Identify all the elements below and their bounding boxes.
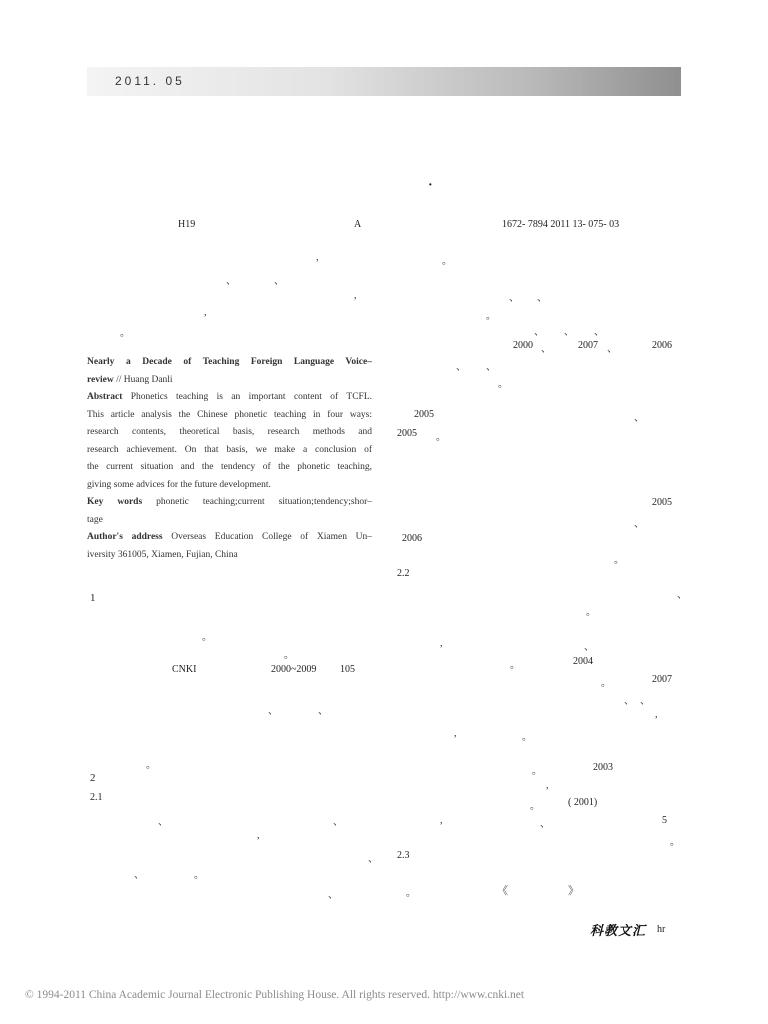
punct: 、 [564,327,574,338]
punct: 、 [594,327,604,338]
abstract-label: Abstract [87,392,123,402]
cnki-label: CNKI [172,664,197,675]
keywords-line: tage [87,514,103,525]
abstract-line: the current situation and the tendency of the phonetic teaching, [87,462,372,472]
year: 2007 [652,674,672,685]
punct: 。 [194,870,204,881]
article-count: 105 [340,664,355,675]
punct: , [440,815,443,826]
abstract-line: Abstract Phonetics teaching is an important content of TCFL. [87,392,372,402]
punct: 、 [158,817,168,828]
punct: 。 [486,311,496,322]
punct: 、 [624,696,634,707]
year: 2003 [593,762,613,773]
address-label: Author's address [87,532,163,542]
punct: , [546,780,549,791]
doc-code: A [354,219,362,230]
punct: 。 [498,379,508,390]
punct: 、 [540,819,550,830]
header-bar [87,67,681,96]
punct: 、 [486,362,496,373]
year: 2006 [652,340,672,351]
punct: 、 [534,327,544,338]
english-abstract [87,354,372,564]
number: 5 [662,815,667,826]
punct: 。 [522,732,532,743]
punct: , [257,830,260,841]
punct: 、 [268,706,278,717]
article-id: 1672- 7894 2011 13- 075- 03 [502,219,620,230]
punct: 。 [510,660,520,671]
year: 2005 [652,497,672,508]
section-1-heading: 1 [90,592,96,604]
hr-mark: hr [657,924,666,935]
punct: 、 [318,706,328,717]
class-code: H19 [178,219,196,230]
punct: 、 [537,293,547,304]
section-2-1-heading: 2.1 [90,792,103,803]
punct: 。 [670,837,680,848]
copyright-footer: © 1994-2011 China Academic Journal Electronic Publishing House. All rights reserved. http://www.cnki.net [25,989,525,1001]
punct: 、 [640,696,650,707]
issue-date: 2011. 05 [115,74,185,88]
book-title-close: 》 [568,885,579,897]
keywords-line: Key words phonetic teaching;current situation;tendency;shor– [87,497,372,507]
book-title-open: 《 [497,885,508,897]
punct: , [354,290,357,301]
punct: 、 [584,642,594,653]
punct: , [655,709,658,720]
address-line: iversity 361005, Xiamen, Fujian, China [87,549,238,560]
section-2-3-heading: 2.3 [397,850,410,861]
punct: 、 [456,362,466,373]
section-2-2-heading: 2.2 [397,568,410,579]
punct: 、 [509,293,519,304]
punct: 。 [586,607,596,618]
punct: 。 [406,888,416,899]
year: 2004 [573,656,593,667]
year-range: 2000~2009 [271,664,317,675]
author-name: // Huang Danli [113,374,173,385]
punct: 。 [146,760,156,771]
abstract-line: research achievement. On that basis, we make a conclusion of [87,444,372,455]
section-2-heading: 2 [90,772,96,784]
punct: 。 [120,328,130,339]
punct: 、 [226,276,236,287]
year: 2006 [402,533,422,544]
year: 2005 [414,409,434,420]
title-dot: · [428,178,433,193]
abstract-title: Nearly a Decade of Teaching Foreign Language Voice– [87,357,372,367]
punct: 、 [274,276,284,287]
punct: , [204,307,207,318]
punct: 、 [677,590,687,601]
year: 2000 [513,340,533,351]
punct: 、 [333,817,343,828]
punct: 。 [530,801,540,812]
address-line: Author's address Overseas Education College of Xiamen Un– [87,532,372,542]
punct: 、 [634,519,644,530]
punct: 。 [532,766,542,777]
punct: 。 [436,432,446,443]
punct: 、 [634,413,644,424]
punct: 、 [328,890,338,901]
punct: , [440,638,443,649]
punct: 。 [442,256,452,267]
punct: , [316,252,319,263]
journal-logo: 科教文汇 [590,923,647,938]
punct: 。 [601,678,611,689]
punct: 。 [202,632,212,643]
abstract-author-line [87,372,372,390]
year: 2007 [578,340,598,351]
abstract-line: research contents, theoretical basis, research methods and [87,427,372,437]
punct: 。 [614,555,624,566]
abstract-line: giving some advices for the future development. [87,479,271,490]
year: 2005 [397,428,417,439]
punct: 、 [368,854,378,865]
punct: 、 [134,870,144,881]
abstract-line: This article analysis the Chinese phonetic teaching in four ways: [87,409,372,420]
keywords-label: Key words [87,497,143,507]
punct: 、 [607,344,617,355]
year-cite: ( 2001) [568,797,598,808]
punct: 。 [284,650,294,661]
punct: , [454,728,457,739]
review-word: review [87,374,114,385]
punct: 、 [541,344,551,355]
